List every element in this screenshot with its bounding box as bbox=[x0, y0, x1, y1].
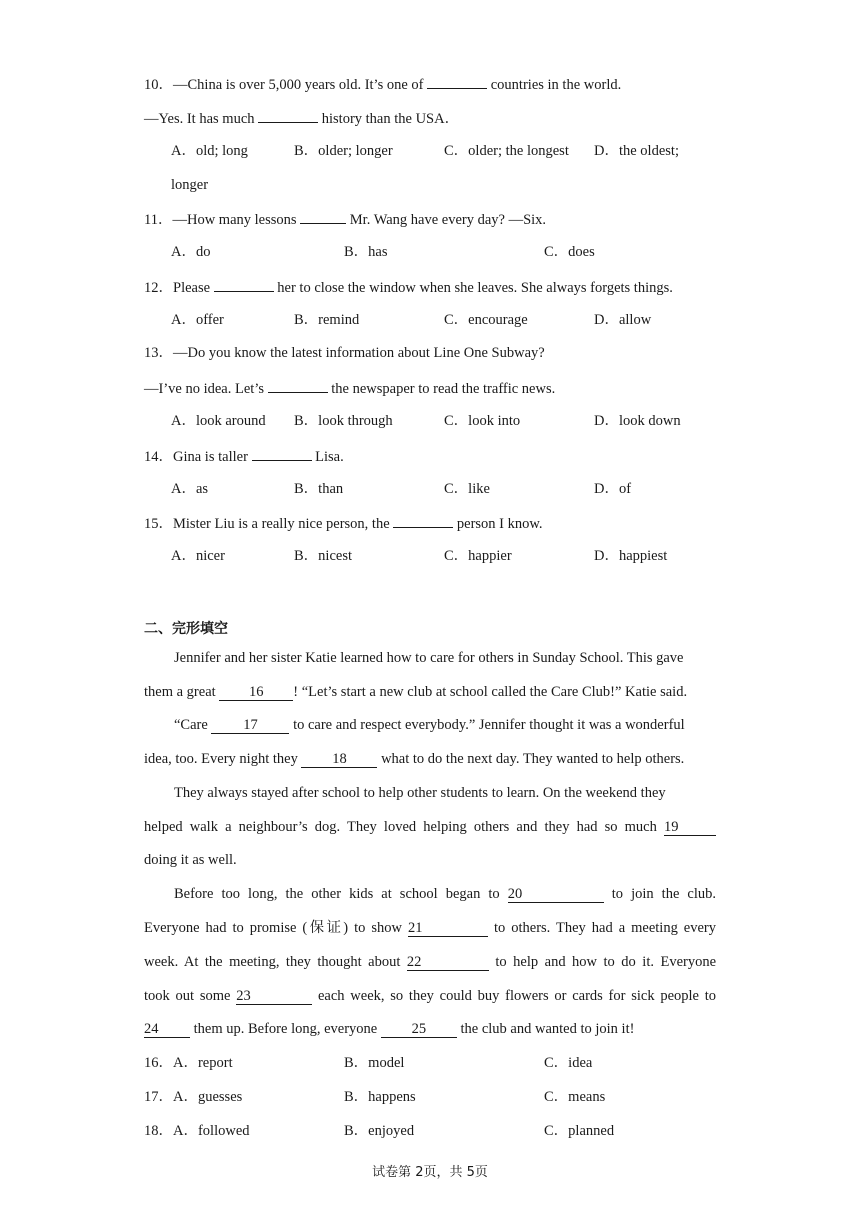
option-b: B．enjoyed bbox=[344, 1123, 415, 1139]
answer-blank bbox=[258, 108, 318, 123]
cloze-blank-20: 20 bbox=[508, 886, 604, 903]
option-d: D．look down bbox=[594, 413, 681, 429]
cloze-blank-23: 23 bbox=[236, 988, 312, 1005]
option-d: D．happiest bbox=[594, 548, 668, 564]
passage-line: Everyone had to promise (保证) to show 21 to others. They had a meeting every bbox=[144, 920, 717, 936]
option-c: C．happier bbox=[444, 548, 512, 564]
question-text: Lisa. bbox=[311, 449, 344, 465]
passage-line: Before too long, the other kids at school began to 20 to join the club. bbox=[174, 886, 717, 902]
question-text: —China is over 5,000 years old. It’s one of bbox=[173, 77, 428, 93]
passage-line: took out some 23 each week, so they could buy flowers or cards for sick people to bbox=[144, 988, 717, 1004]
question-text: —I’ve no idea. Let’s bbox=[144, 381, 268, 397]
option-c: C．look into bbox=[444, 413, 521, 429]
option-a: A．do bbox=[171, 244, 211, 260]
passage-line: 24 them up. Before long, everyone 25 the club and wanted to join it! bbox=[144, 1021, 635, 1037]
answer-blank bbox=[427, 74, 487, 89]
option-b: B．model bbox=[344, 1055, 405, 1071]
question-14 bbox=[144, 446, 344, 466]
option-a: A．offer bbox=[171, 312, 224, 328]
option-c: C．means bbox=[544, 1089, 606, 1105]
answer-blank bbox=[393, 513, 453, 528]
question-text: history than the USA． bbox=[318, 111, 460, 127]
question-13-line2 bbox=[144, 378, 555, 398]
question-number: 14． bbox=[144, 449, 173, 465]
option-b: B．nicest bbox=[294, 548, 352, 564]
question-number: 15． bbox=[144, 516, 173, 532]
page-footer: 试卷第 2页，共 5页 bbox=[372, 1165, 488, 1180]
option-d: D．of bbox=[594, 481, 632, 497]
question-text: —How many lessons bbox=[172, 212, 301, 228]
cloze-option-row-16: 16．A．report bbox=[144, 1055, 233, 1071]
question-text: Gina is taller bbox=[173, 449, 252, 465]
question-text: person I know. bbox=[453, 516, 543, 532]
question-12 bbox=[144, 277, 673, 297]
question-number: 12． bbox=[144, 280, 173, 296]
section-heading: 二、完形填空 bbox=[144, 621, 228, 637]
question-15 bbox=[144, 513, 543, 533]
passage-line: them a great 16 ! “Let’s start a new club at school called the Care Club!” Katie said. bbox=[144, 684, 688, 700]
cloze-blank-24: 24 bbox=[144, 1021, 190, 1038]
option-b: B．look through bbox=[294, 413, 393, 429]
question-10 bbox=[144, 74, 621, 94]
question-text: Please bbox=[173, 280, 214, 296]
question-10-line2 bbox=[144, 108, 459, 128]
question-text: Mr. Wang have every day? —Six. bbox=[346, 212, 547, 228]
cloze-blank-18: 18 bbox=[301, 751, 377, 768]
option-a: A．report bbox=[173, 1055, 233, 1071]
question-text: Mister Liu is a really nice person, the bbox=[173, 516, 394, 532]
option-b: B．older; longer bbox=[294, 143, 393, 159]
option-a: A．as bbox=[171, 481, 209, 497]
cloze-blank-16: 16 bbox=[219, 684, 293, 701]
answer-blank bbox=[214, 277, 274, 292]
question-text: countries in the world. bbox=[487, 77, 622, 93]
question-number: 11． bbox=[144, 212, 173, 228]
option-a: A．look around bbox=[171, 413, 266, 429]
option-c: C．like bbox=[444, 481, 490, 497]
cloze-blank-21: 21 bbox=[408, 920, 488, 937]
passage-line: “Care 17 to care and respect everybody.” Jennifer thought it was a wonderful bbox=[174, 717, 685, 733]
answer-blank bbox=[300, 209, 346, 224]
question-13 bbox=[144, 344, 545, 362]
option-c: C．idea bbox=[544, 1055, 593, 1071]
option-d: D．allow bbox=[594, 312, 652, 328]
option-a: A．followed bbox=[173, 1123, 250, 1139]
passage-line: week. At the meeting, they thought about 22 to help and how to do it. Everyone bbox=[144, 954, 717, 970]
option-d: D．the oldest; bbox=[594, 143, 679, 159]
option-a: A．guesses bbox=[173, 1089, 243, 1105]
passage-line: idea, too. Every night they 18 what to do the next day. They wanted to help others. bbox=[144, 751, 685, 767]
passage-line: helped walk a neighbour’s dog. They loved helping others and they had so much 19 bbox=[144, 818, 716, 836]
option-b: B．remind bbox=[294, 312, 360, 328]
question-text: the newspaper to read the traffic news. bbox=[327, 381, 556, 397]
passage-line: doing it as well. bbox=[144, 852, 237, 868]
option-d-continued: longer bbox=[171, 177, 209, 193]
cloze-blank-19: 19 bbox=[664, 819, 716, 836]
cloze-option-row-18: 18．A．followed bbox=[144, 1123, 250, 1139]
option-a: A．old; long bbox=[171, 143, 248, 159]
option-b: B．than bbox=[294, 481, 344, 497]
option-a: A．nicer bbox=[171, 548, 225, 564]
cloze-option-row-17: 17．A．guesses bbox=[144, 1089, 243, 1105]
option-c: C．older; the longest bbox=[444, 143, 569, 159]
question-text: —Yes. It has much bbox=[144, 111, 259, 127]
question-text: her to close the window when she leaves. She always forgets things. bbox=[273, 280, 673, 296]
option-b: B．happens bbox=[344, 1089, 416, 1105]
question-number: 10． bbox=[144, 77, 173, 93]
option-b: B．has bbox=[344, 244, 388, 260]
cloze-blank-25: 25 bbox=[381, 1021, 457, 1038]
option-c: C．planned bbox=[544, 1123, 615, 1139]
cloze-blank-22: 22 bbox=[407, 954, 489, 971]
answer-blank bbox=[268, 378, 328, 393]
question-text: —Do you know the latest information about Line One Subway? bbox=[173, 345, 545, 361]
option-c: C．does bbox=[544, 244, 595, 260]
passage-line: They always stayed after school to help other students to learn. On the weekend they bbox=[174, 785, 666, 801]
cloze-blank-17: 17 bbox=[211, 717, 289, 734]
passage-line: Jennifer and her sister Katie learned how to care for others in Sunday School. This gave bbox=[174, 650, 684, 666]
answer-blank bbox=[252, 446, 312, 461]
question-number: 13． bbox=[144, 345, 173, 361]
question-11 bbox=[144, 209, 546, 229]
option-c: C．encourage bbox=[444, 312, 528, 328]
